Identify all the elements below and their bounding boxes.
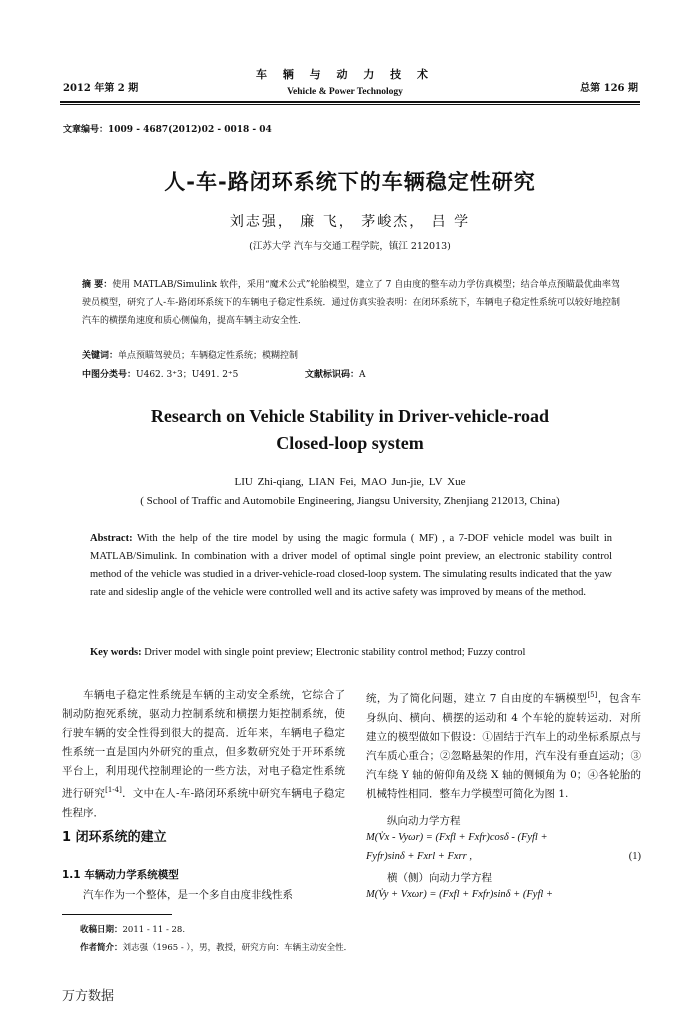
keywords-en-label: Key words: (90, 647, 142, 658)
classification (82, 367, 238, 380)
body-left-last-line: 汽车作为一个整体，是一个多自由度非线性系 (83, 889, 293, 901)
title-en (60, 403, 640, 457)
journal-name-cn: 车 辆 与 动 力 技 术 (256, 68, 434, 81)
footnote-rule (62, 914, 172, 915)
document-code (305, 367, 366, 380)
classification-value: U462. 3⁺3；U491. 2⁺5 (136, 370, 239, 380)
header-rule-thin (60, 104, 640, 105)
keywords-en-text: Driver model with single point preview; Electronic stability control method; Fuzzy control (144, 647, 526, 658)
keywords-en (90, 647, 630, 658)
body-left-end: ．文中在人-车-路闭环系统中研究车辆电子稳定性程序． (62, 787, 345, 819)
longitudinal-equation-heading: 纵向动力学方程 (387, 815, 461, 827)
body-left-paragraph (62, 686, 345, 823)
citation-5: [5] (587, 691, 598, 699)
body-right-text: 统，为了简化问题，建立 7 自由度的车辆模型 (366, 692, 588, 705)
footnote-received-label: 收稿日期： (80, 925, 123, 935)
title-en-line1: Research on Vehicle Stability in Driver-vehicle-road (150, 406, 550, 426)
footnote-received-value: 2011 - 11 - 28. (122, 925, 186, 935)
document-code-value: A (359, 370, 366, 380)
abstract-cn-text: 使用 MATLAB/Simulink 软件，采用“魔术公式”轮胎模型，建立了 7 自由度的整车动力学仿真模型；结合单点预瞄最优曲率驾驶员模型，研究了人-车-路闭环系统下的车辆电子稳定性系统．通过仿真实验表明：在闭环系统下，车辆电子稳定性系统可以较好地控制汽车的横摆角速度和质心侧偏角，提高车辆主动安全性． (82, 280, 620, 326)
lateral-equation-heading: 横（侧）向动力学方程 (387, 872, 492, 884)
classification-label: 中图分类号： (82, 370, 137, 380)
article-number (63, 122, 272, 135)
section-1-heading: 1 闭环系统的建立 (62, 830, 167, 845)
footnote-author-value: 刘志强（1965 - ），男，教授，研究方向：车辆主动安全性． (122, 943, 353, 953)
footnote-author-label: 作者简介： (80, 943, 123, 953)
authors-en: LIU Zhi-qiang, LIAN Fei, MAO Jun-jie, LV Xue (234, 476, 466, 488)
body-left-text: 车辆电子稳定性系统是车辆的主动安全系统，它综合了制动防抱死系统，驱动力控制系统和横摆力矩控制系统，使行驶车辆的安全性得到很大的提高．近年来，车辆电子稳定性系统一直是国内外研究的重点，但多数研究处于开环系统平台上，利用现代控制理论的一些方法，对电子稳定性系统进行研究 (62, 689, 345, 800)
keywords-cn-text: 单点预瞄驾驶员；车辆稳定性系统；模糊控制 (118, 351, 299, 361)
abstract-cn (82, 276, 620, 330)
abstract-cn-label: 摘 要： (82, 280, 113, 290)
equation-1-number: (1) (628, 851, 641, 862)
keywords-cn-label: 关键词： (82, 351, 119, 361)
body-right-rest: ，包含车身纵向、横向、横摆的运动和 4 个车轮的旋转运动．对所建立的模型做如下假设：①固结于汽车上的动坐标系原点与汽车质心重合；②忽略悬架的作用，汽车没有垂直运动；③汽车绕 Y 轴的俯仰角及绕 X 轴的侧倾角为 0；④各轮胎的机械特性相同．整车力学模型可简化为图 1. (366, 692, 642, 800)
serial-label: 总第 126 期 (580, 83, 638, 94)
affiliation-en: ( School of Traffic and Automobile Engineering, Jiangsu University, Zhenjiang 212013, China) (140, 495, 560, 507)
document-code-label: 文献标识码： (305, 370, 360, 380)
keywords-cn (82, 348, 298, 361)
article-number-value: 1009 - 4687(2012)02 - 0018 - 04 (108, 125, 272, 135)
equation-1-line-2-text: Fyfr)sinδ + Fxrl + Fxrr , (366, 851, 472, 862)
header-rule-thick (60, 101, 640, 103)
journal-name-en: Vehicle & Power Technology (287, 87, 403, 97)
equation-1-line-1: M(V̇x - Vyωr) = (Fxfl + Fxfr)cosδ - (Fyfl + (366, 832, 548, 843)
abstract-en (90, 530, 612, 602)
article-number-label: 文章编号： (63, 125, 109, 135)
title-cn: 人-车-路闭环系统下的车辆稳定性研究 (164, 170, 536, 194)
body-right-paragraph (366, 686, 641, 804)
footnote-author (80, 941, 352, 953)
title-en-line2: Closed-loop system (276, 433, 424, 453)
authors-cn: 刘志强， 廉 飞， 茅峻杰， 吕 学 (229, 214, 471, 230)
citation-1-4: [1-4] (105, 786, 122, 794)
watermark: 万方数据 (62, 989, 115, 1004)
affiliation-cn: (江苏大学 汽车与交通工程学院，镇江 212013) (249, 241, 451, 252)
issue-label: 2012 年第 2 期 (63, 83, 139, 94)
journal-header (240, 66, 450, 97)
equation-2-line-1: M(V̇y + Vxωr) = (Fxfl + Fxfr)sinδ + (Fyfl + (366, 889, 553, 900)
abstract-en-text: With the help of the tire model by using the magic formula ( MF) , a 7-DOF vehicle model was built in MATLAB/Simulink. In combination with a driver model of optimal single point preview, an electronic stability control method of the vehicle was studied in a driver-vehicle-road closed-loop system. The simulating results indicated that the yaw rate and sideslip angle of the vehicle were controlled well and its active safety was improved by means of the method. (90, 533, 613, 598)
footnote-received (80, 923, 185, 935)
section-1-1-heading: 1.1 车辆动力学系统模型 (62, 869, 179, 881)
equation-1-line-2 (366, 851, 641, 862)
abstract-en-label: Abstract: (90, 533, 133, 544)
